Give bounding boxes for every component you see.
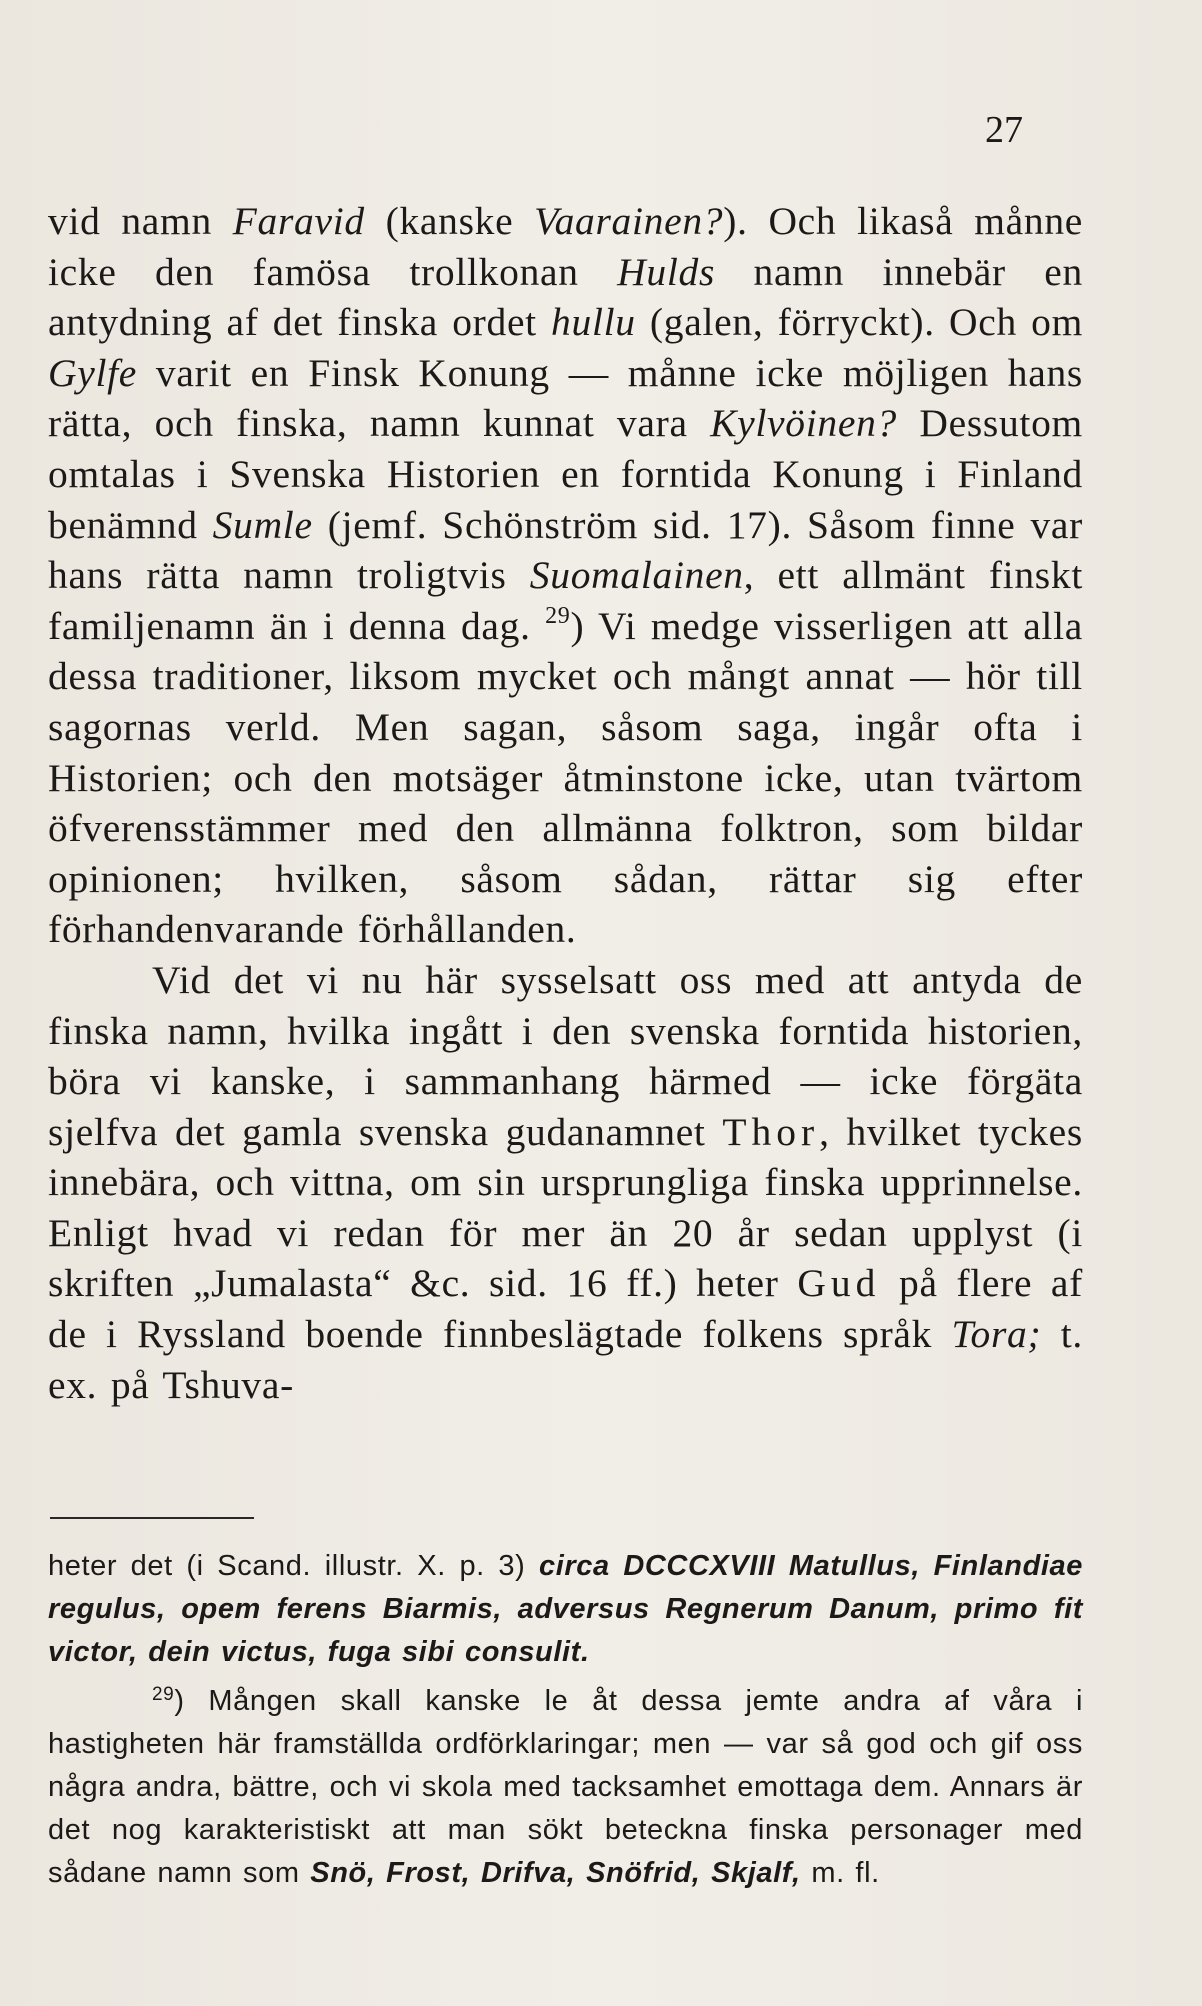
spaced-text: Gud [797,1261,881,1306]
footnote-marker: 29 [152,1684,175,1705]
italic-text: Hulds [617,249,716,294]
page-number: 27 [985,109,1023,151]
main-body-text [48,196,1083,1410]
text-run: m. fl. [800,1857,880,1889]
text-run: (kanske [364,199,535,243]
italic-text: Suomalainen [529,553,744,598]
footnote-separator-rule [50,1517,254,1519]
spaced-text: Thor [722,1109,820,1154]
text-run: , ett allmänt finskt familjenamn än i denna dag. [48,553,1083,648]
text-run: på flere af de i Ryssland boende finnbeslägtade folkens språk [48,1261,1083,1357]
italic-text: circa DCCCXVIII Matullus, Finlandiae regulus, opem ferens Biarmis, adversus Regnerum Danum, primo fit victor, dein victus, fuga sibi consulit. [48,1550,1083,1668]
text-run: (jemf. Schönström sid. 17). Såsom finne var hans rätta namn troligtvis [48,502,1083,598]
italic-text: Vaarainen? [534,199,724,243]
text-run: Vid det vi nu här sysselsatt oss med att antyda de finska namn, hvilka ingått i den svenska forntida historien, böra vi kanske, i sammanhang härmed — icke förgäta sjelfva det gamla svenska gudanamnet [48,957,1083,1154]
italic-text: Gylfe [48,350,138,395]
text-run: namn innebär en antydning af det finska ordet [48,249,1083,345]
text-run: t. ex. på Tshuva- [48,1312,1083,1407]
italic-text: Snö, Frost, Drifva, Snöfrid, Skjalf, [310,1857,801,1889]
text-run: heter det (i Scand. illustr. X. p. 3) [48,1550,539,1582]
italic-text: Kylvöinen? [710,401,897,446]
footnote-paragraph [48,1680,1083,1895]
body-paragraph [48,955,1083,1410]
text-run: ). Och likaså månne icke den famösa trollkonan [48,199,1084,294]
italic-text: Sumle [212,502,313,547]
italic-text: hullu [551,300,636,345]
footnote-marker: 29 [545,602,571,629]
italic-text: Tora; [951,1312,1042,1357]
footnotes-section [48,1545,1083,1895]
text-run: (galen, förryckt). Och om [635,300,1083,345]
text-run: vid namn [48,199,233,243]
text-run: ) Vi medge visserligen att alla dessa traditioner, liksom mycket och mångt annat — hör till sagornas verld. Men sagan, såsom saga, ingår ofta i Historien; och den motsäger åtminstone icke, utan tvärtom öfverensstämmer med den allmänna folktron, som bildar opinionen; hvilken, såsom sådan, rättar sig efter förhandenvarande förhållanden. [48,603,1084,952]
text-run: varit en Finsk Konung — månne icke möjligen hans rätta, och finska, namn kunnat vara [48,350,1083,446]
footnote-paragraph [48,1545,1083,1674]
text-run: Dessutom omtalas i Svenska Historien en forntida Konung i Finland benämnd [48,401,1083,547]
text-run: , hvilket tyckes innebära, och vittna, om sin ursprungliga finska upprinnelse. Enligt hvad vi redan för mer än 20 år sedan upplyst (i skriften „Jumalasta“ &c. sid. 16 ff.) heter [48,1109,1083,1306]
italic-text: Faravid [232,199,365,243]
body-paragraph [48,196,1083,955]
text-run: ) Mången skall kanske le åt dessa jemte andra af våra i hastigheten här framställda ordförklaringar; men — var så god och gif oss några andra, bättre, och vi skola med tacksamhet emottaga dem. Annars är det nog karakteristiskt att man sökt beteckna finska personager med sådane namn som [48,1685,1083,1889]
